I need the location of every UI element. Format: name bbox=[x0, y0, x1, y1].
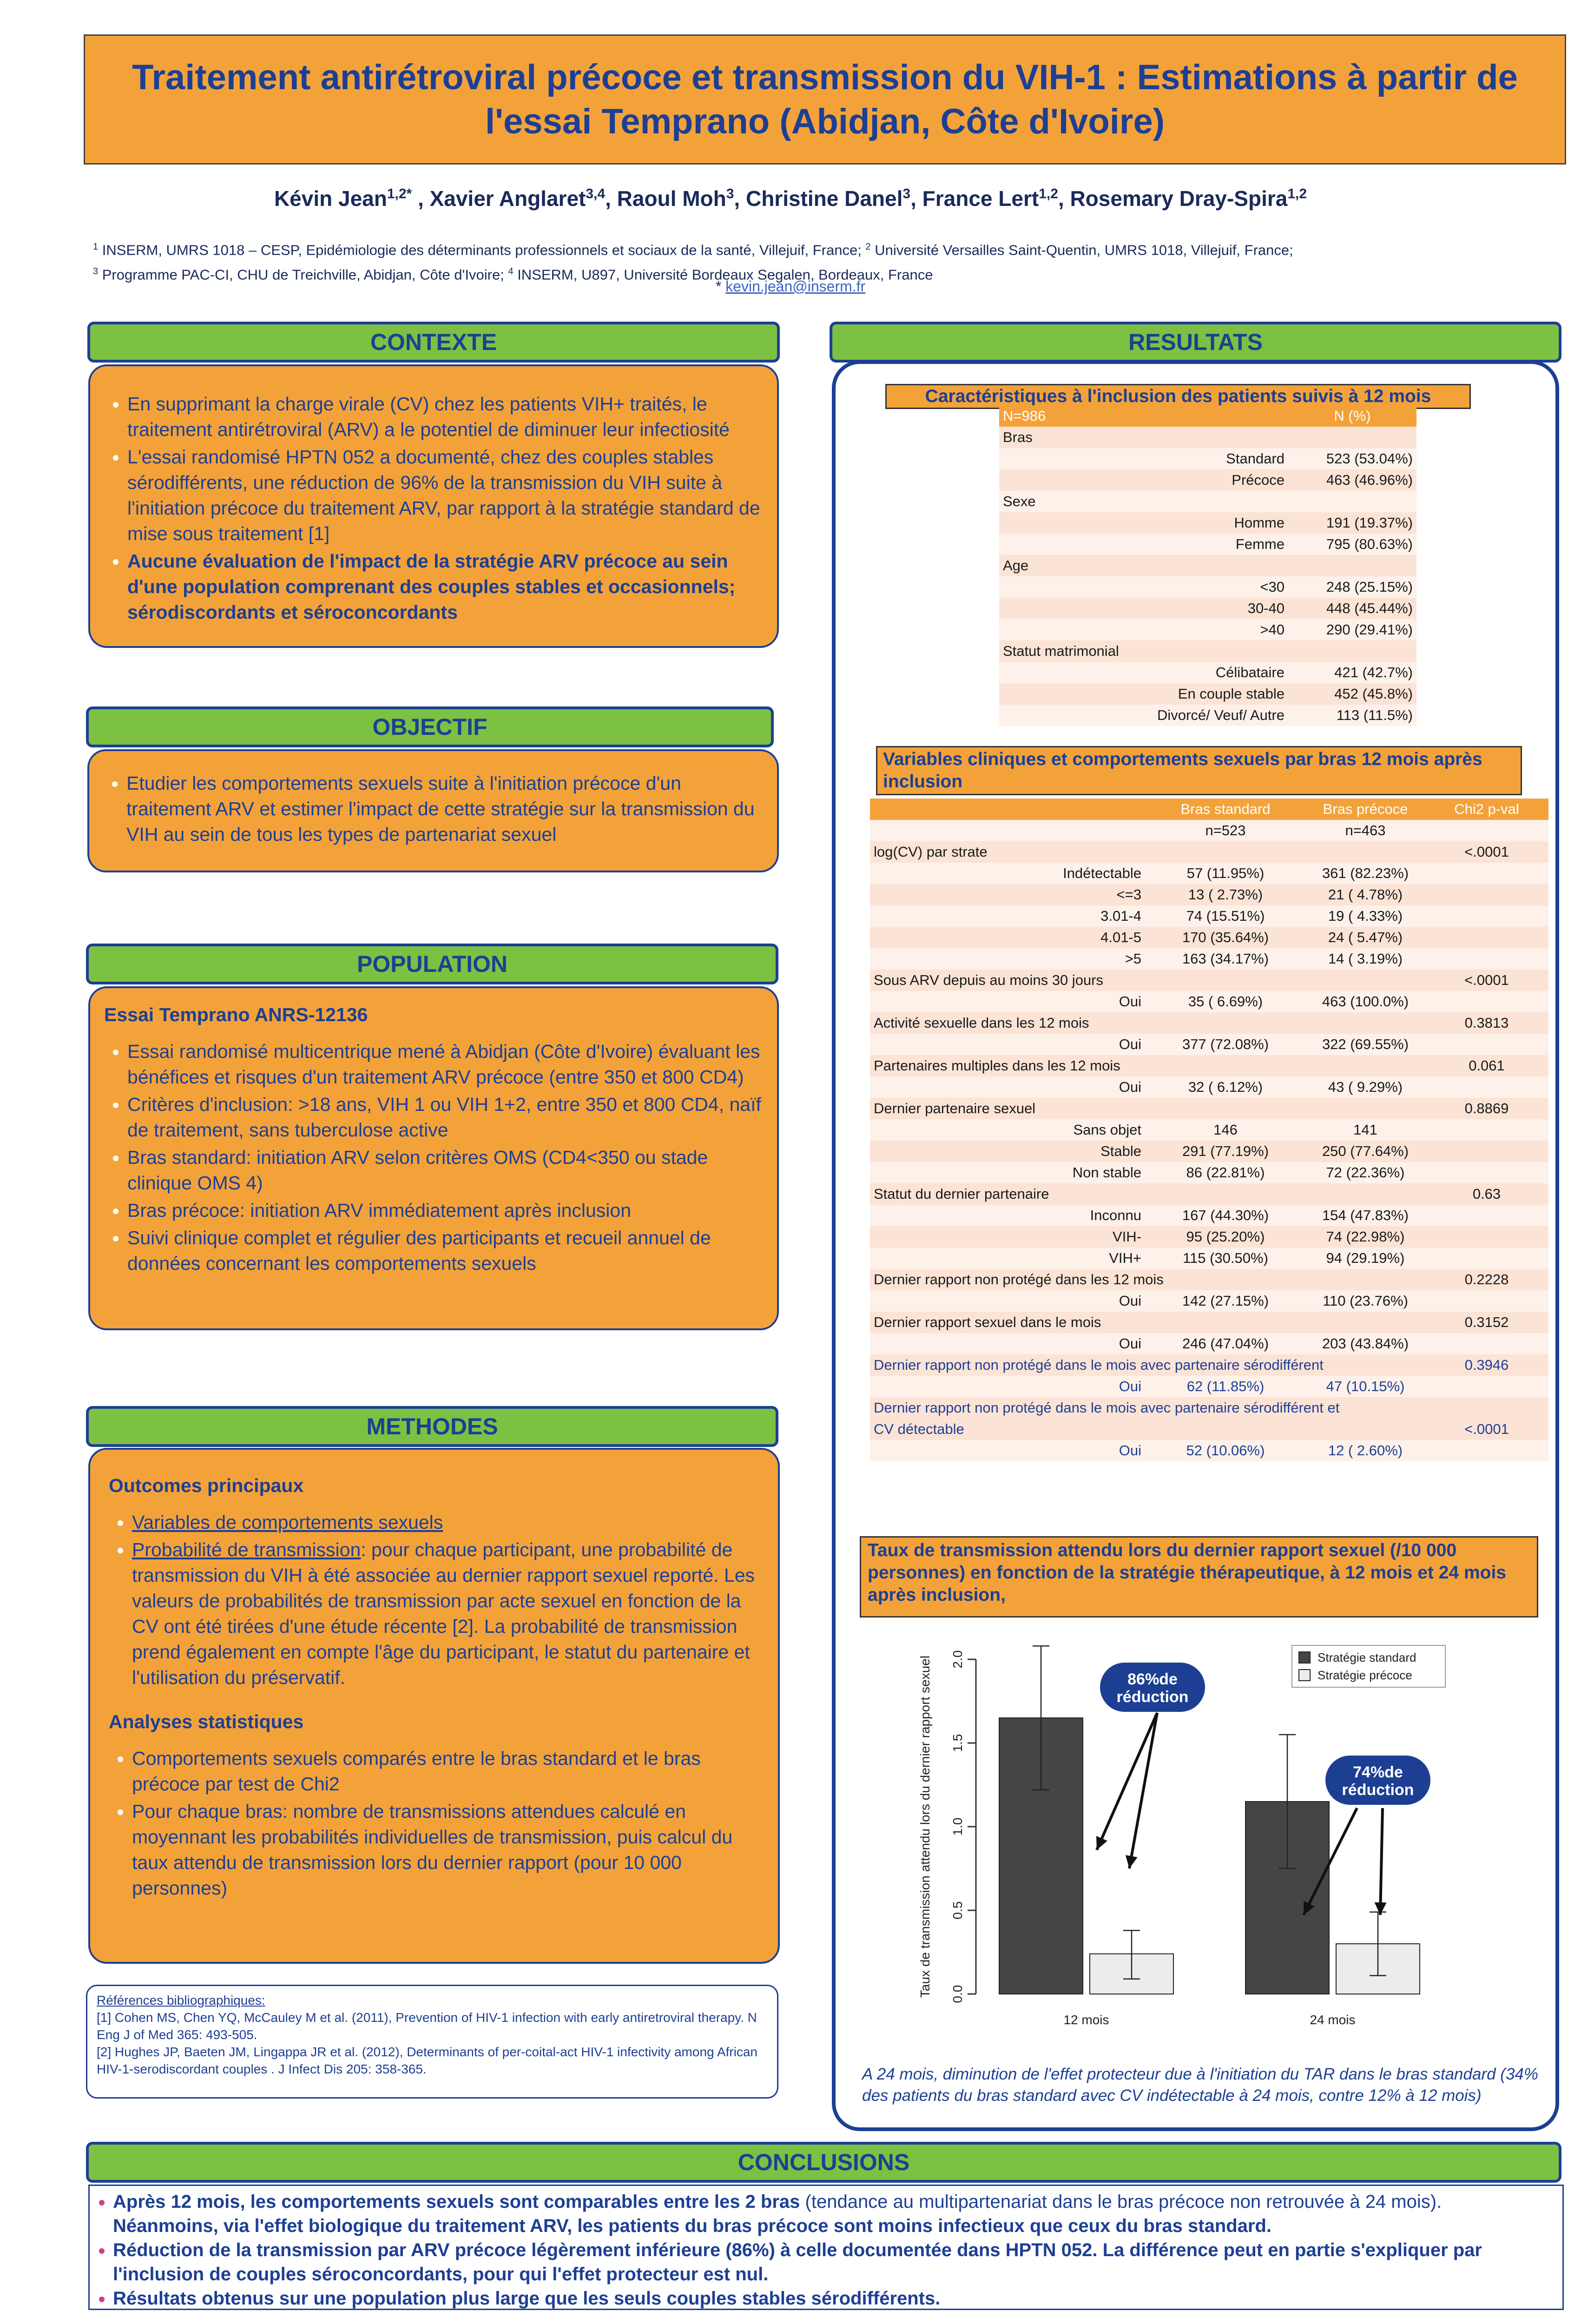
table-row bbox=[999, 640, 1416, 662]
table-cell: 12 ( 2.60%) bbox=[1328, 1442, 1403, 1459]
contact-email-line: * kevin.jean@inserm.fr bbox=[715, 278, 866, 295]
table-cell: 30-40 bbox=[1247, 600, 1285, 616]
reference-item: [1] Cohen MS, Chen YQ, McCauley M et al. (2011), Prevention of HIV-1 infection with early antiretroviral therapy. N Eng J of Med 365: 493-505. bbox=[97, 2010, 757, 2042]
list-item: • Bras précoce: initiation ARV immédiatement après inclusion bbox=[127, 1198, 763, 1223]
table-row bbox=[870, 1248, 1548, 1269]
table-cell: Dernier rapport non protégé dans le mois avec partenaire sérodifférent bbox=[874, 1357, 1324, 1373]
table-row bbox=[870, 991, 1548, 1012]
table-cell: <30 bbox=[1260, 579, 1285, 595]
section-heading-conclusions: CONCLUSIONS bbox=[86, 2142, 1561, 2183]
table-row bbox=[870, 1205, 1548, 1226]
x-tick-label: 12 mois bbox=[1063, 2013, 1109, 2027]
table-row bbox=[870, 1076, 1548, 1098]
table-row bbox=[870, 927, 1548, 948]
annotation-12-text: 86%de bbox=[1127, 1670, 1178, 1688]
table-row bbox=[870, 970, 1548, 991]
author: Christine Danel bbox=[745, 186, 903, 211]
table-cell: 248 (25.15%) bbox=[1326, 579, 1413, 595]
table-row bbox=[870, 1354, 1548, 1376]
contact-email-link[interactable]: kevin.jean@inserm.fr bbox=[725, 278, 866, 295]
table-row bbox=[870, 1141, 1548, 1162]
table-cell: Statut matrimonial bbox=[1003, 643, 1119, 659]
table-cell: Dernier rapport sexuel dans le mois bbox=[874, 1314, 1101, 1330]
affiliations: $^1$ INSERM, UMRS 1018 – CESP, Epidémiologie des déterminants professionnels et sociaux de la santé, Villejuif, France; $^2$ Université Versailles Saint-Quentin, UMRS 1018, Villejuif, France; $^3$ Programme PAC-CI, CHU de Treichville, Abidjan, Côte d'Ivoire; $^4$ INSERM, U897, Université Bordeaux Segalen, Bordeaux, France bbox=[93, 242, 1293, 283]
legend-label: Stratégie précoce bbox=[1318, 1668, 1412, 1682]
table-cell: 421 (42.7%) bbox=[1334, 664, 1413, 680]
table-row bbox=[870, 1419, 1548, 1440]
annotation-arrowhead bbox=[1126, 1855, 1138, 1868]
legend-swatch bbox=[1299, 1652, 1310, 1663]
references-title: Références bibliographiques: bbox=[97, 1993, 265, 2007]
table-cell: 191 (19.37%) bbox=[1326, 515, 1413, 531]
table-cell: Homme bbox=[1234, 515, 1285, 531]
table-row bbox=[870, 1055, 1548, 1076]
y-axis-label: Taux de transmission attendu lors du dernier rapport sexuel bbox=[918, 1655, 932, 1998]
table-row bbox=[999, 512, 1416, 534]
table-cell: Oui bbox=[1119, 1442, 1141, 1459]
table-row bbox=[870, 1162, 1548, 1183]
table-row bbox=[870, 884, 1548, 905]
reference-item: [2] Hughes JP, Baeten JM, Lingappa JR et al. (2012), Determinants of per-coital-act HIV-1 infectivity among African HIV-1-serodiscordant couples . J Infect Dis 205: 358-365. bbox=[97, 2045, 758, 2076]
y-tick-label: 2.0 bbox=[950, 1650, 965, 1669]
table-cell: 154 (47.83%) bbox=[1322, 1207, 1409, 1223]
y-tick-label: 1.0 bbox=[950, 1817, 965, 1836]
table-cell: 0.3946 bbox=[1464, 1357, 1509, 1373]
legend-swatch bbox=[1299, 1670, 1310, 1681]
table-cell: 146 bbox=[1213, 1122, 1238, 1138]
table-cell: 0.061 bbox=[1469, 1057, 1505, 1074]
table-cell: 463 (100.0%) bbox=[1322, 993, 1409, 1010]
table-cell: 463 (46.96%) bbox=[1326, 472, 1413, 488]
table-cell: <.0001 bbox=[1464, 844, 1509, 860]
table-cell: 62 (11.85%) bbox=[1186, 1378, 1265, 1394]
section-heading-objectif: OBJECTIF bbox=[86, 706, 774, 747]
table-row bbox=[999, 705, 1416, 726]
table-row bbox=[999, 491, 1416, 512]
table-cell: 291 (77.19%) bbox=[1182, 1143, 1269, 1159]
table-cell: 3.01-4 bbox=[1100, 908, 1141, 924]
stats-title: Analyses statistiques bbox=[109, 1711, 304, 1732]
table-cell: 142 (27.15%) bbox=[1182, 1293, 1269, 1309]
annotation-24-text: 74%de bbox=[1353, 1763, 1403, 1781]
conclusions-box bbox=[88, 2185, 1564, 2310]
table-cell: Divorcé/ Veuf/ Autre bbox=[1157, 707, 1285, 723]
table-cell: Oui bbox=[1119, 1036, 1141, 1052]
table-cell: 21 ( 4.78%) bbox=[1328, 886, 1403, 903]
table-cell: 74 (22.98%) bbox=[1326, 1228, 1405, 1245]
table-row bbox=[870, 1034, 1548, 1055]
author: Xavier Anglaret bbox=[429, 186, 586, 211]
x-tick-label: 24 mois bbox=[1310, 2013, 1356, 2027]
list-item: • Réduction de la transmission par ARV précoce légèrement inférieure (86%) à celle documentée dans HPTN 052. La différence peut en partie s'expliquer par l'inclusion de couples séroconcordants, pour qui l'effet protecteur est nul. bbox=[113, 2238, 1553, 2286]
table-cell: 113 (11.5%) bbox=[1336, 707, 1413, 723]
table-cell: 170 (35.64%) bbox=[1182, 929, 1269, 945]
table-cell: 163 (34.17%) bbox=[1182, 951, 1269, 967]
list-item: • Variables de comportements sexuels bbox=[132, 1510, 759, 1535]
table-header-cell: Chi2 p-val bbox=[1454, 801, 1519, 817]
table-cell: 452 (45.8%) bbox=[1334, 686, 1413, 702]
table-cell: 0.3152 bbox=[1464, 1314, 1509, 1330]
table-cell: 57 (11.95%) bbox=[1186, 865, 1265, 881]
list-item: • Critères d'inclusion: >18 ans, VIH 1 ou VIH 1+2, entre 350 et 800 CD4, naïf de traitement, sans tuberculose active bbox=[127, 1092, 763, 1143]
transmission-rate-chart bbox=[911, 1627, 1515, 2068]
table-header-cell: Bras précoce bbox=[1323, 801, 1408, 817]
list-item: • L'essai randomisé HPTN 052 a documenté, chez des couples stables sérodifférents, une réduction de 96% de la transmission du VIH suite à l'initiation précoce du traitement ARV, par rapport à la stratégie standard de mise sous traitement [1] bbox=[127, 444, 763, 547]
table-cell: 95 (25.20%) bbox=[1186, 1228, 1265, 1245]
table-row bbox=[870, 1098, 1548, 1119]
legend-label: Stratégie standard bbox=[1318, 1651, 1416, 1664]
table-cell: 0.2228 bbox=[1464, 1271, 1509, 1287]
list-item: • En supprimant la charge virale (CV) chez les patients VIH+ traités, le traitement antirétroviral (ARV) a le potentiel de diminuer leur infectiosité bbox=[127, 391, 763, 442]
author: France Lert bbox=[922, 186, 1039, 211]
table-cell: 72 (22.36%) bbox=[1326, 1164, 1405, 1181]
table-cell: 52 (10.06%) bbox=[1186, 1442, 1265, 1459]
table-cell: Bras bbox=[1003, 429, 1033, 445]
table-cell: Inconnu bbox=[1090, 1207, 1141, 1223]
table2 bbox=[870, 799, 1548, 1461]
table-cell: 94 (29.19%) bbox=[1326, 1250, 1405, 1266]
table-row bbox=[870, 841, 1548, 863]
poster-title-box bbox=[84, 34, 1566, 165]
table-row bbox=[870, 1397, 1548, 1419]
table-row bbox=[870, 1183, 1548, 1205]
table-cell: Non stable bbox=[1072, 1164, 1141, 1181]
table-row bbox=[999, 683, 1416, 705]
table-row bbox=[870, 1269, 1548, 1290]
table-cell: VIH+ bbox=[1109, 1250, 1141, 1266]
table1 bbox=[999, 405, 1416, 726]
table-row bbox=[999, 534, 1416, 555]
table-cell: Activité sexuelle dans les 12 mois bbox=[874, 1015, 1089, 1031]
table-cell: Statut du dernier partenaire bbox=[874, 1186, 1049, 1202]
table-row bbox=[870, 1226, 1548, 1248]
table-cell: <.0001 bbox=[1464, 1421, 1509, 1437]
table-row bbox=[870, 1312, 1548, 1333]
table-cell: Standard bbox=[1226, 450, 1285, 467]
table-cell: Oui bbox=[1119, 993, 1141, 1010]
table-cell: 47 (10.15%) bbox=[1326, 1378, 1405, 1394]
table-cell: 377 (72.08%) bbox=[1182, 1036, 1269, 1052]
table-row bbox=[999, 448, 1416, 469]
table-cell: 14 ( 3.19%) bbox=[1328, 951, 1403, 967]
author: Rosemary Dray-Spira bbox=[1070, 186, 1288, 211]
population-subtitle: Essai Temprano ANRS-12136 bbox=[104, 1004, 368, 1025]
table-header-cell: Bras standard bbox=[1180, 801, 1271, 817]
poster-title: Traitement antirétroviral précoce et transmission du VIH-1 : Estimations à partir de l'essai Temprano (Abidjan, Côte d'Ivoire) bbox=[132, 58, 1518, 141]
table-cell: Indétectable bbox=[1063, 865, 1141, 881]
y-tick-label: 1.5 bbox=[950, 1734, 965, 1752]
table2-title: Variables cliniques et comportements sexuels par bras 12 mois après inclusion bbox=[876, 746, 1522, 795]
references-box bbox=[86, 1985, 778, 2099]
table-cell: log(CV) par strate bbox=[874, 844, 988, 860]
table-cell: 0.63 bbox=[1472, 1186, 1501, 1202]
table-cell: Partenaires multiples dans les 12 mois bbox=[874, 1057, 1120, 1074]
table-cell: 322 (69.55%) bbox=[1322, 1036, 1409, 1052]
list-item: • Etudier les comportements sexuels suite à l'initiation précoce d'un traitement ARV et estimer l'impact de cette stratégie sur la transmission du VIH au sein de tous les types de partenariat sexuel bbox=[126, 771, 763, 847]
table-cell: 361 (82.23%) bbox=[1322, 865, 1409, 881]
table-cell: n=523 bbox=[1205, 822, 1246, 838]
table-cell: 32 ( 6.12%) bbox=[1188, 1079, 1263, 1095]
table-row bbox=[999, 576, 1416, 598]
list-item: • Probabilité de transmission: pour chaque participant, une probabilité de transmission du VIH à été associée au dernier rapport sexuel reporté. Les valeurs de probabilités de transmission par acte sexuel en fonction de la CV ont été tirées d'une étude récente [2]. La probabilité de transmission prend également en compte l'âge du participant, le statut du partenaire et l'utilisation du préservatif. bbox=[132, 1537, 759, 1690]
table-cell: 203 (43.84%) bbox=[1322, 1335, 1409, 1352]
objectif-panel bbox=[87, 749, 779, 872]
table-row bbox=[999, 662, 1416, 683]
author: Raoul Moh bbox=[617, 186, 726, 211]
list-item: • Comportements sexuels comparés entre le bras standard et le bras précoce par test de Chi2 bbox=[132, 1746, 759, 1797]
annotation-arrow bbox=[1097, 1713, 1157, 1850]
annotation-12-text: réduction bbox=[1116, 1688, 1189, 1706]
table-row bbox=[999, 598, 1416, 619]
table-cell: 246 (47.04%) bbox=[1182, 1335, 1269, 1352]
population-panel bbox=[88, 986, 779, 1330]
table-header-cell: N (%) bbox=[1334, 408, 1371, 424]
table-cell: 24 ( 5.47%) bbox=[1328, 929, 1403, 945]
table-cell: >40 bbox=[1260, 621, 1285, 638]
author: Kévin Jean bbox=[274, 186, 387, 211]
chart-title: Taux de transmission attendu lors du dernier rapport sexuel (/10 000 personnes) en fonction de la stratégie thérapeutique, à 12 mois et 24 mois après inclusion, bbox=[860, 1536, 1538, 1618]
table-cell: <=3 bbox=[1116, 886, 1141, 903]
table-row bbox=[870, 1333, 1548, 1354]
table-cell: 250 (77.64%) bbox=[1322, 1143, 1409, 1159]
table-cell: Oui bbox=[1119, 1079, 1141, 1095]
table-cell: Femme bbox=[1235, 536, 1285, 552]
table-row bbox=[870, 1440, 1548, 1461]
annotation-arrow bbox=[1129, 1713, 1157, 1868]
table-row bbox=[999, 427, 1416, 448]
table-cell: 448 (45.44%) bbox=[1326, 600, 1413, 616]
table-cell: CV détectable bbox=[874, 1421, 964, 1437]
annotation-24-text: réduction bbox=[1342, 1781, 1414, 1799]
table-row bbox=[870, 863, 1548, 884]
table-row bbox=[999, 619, 1416, 640]
table-cell: Oui bbox=[1119, 1335, 1141, 1352]
table-cell: Stable bbox=[1100, 1143, 1141, 1159]
table-cell: Sous ARV depuis au moins 30 jours bbox=[874, 972, 1104, 988]
table-cell: Sans objet bbox=[1073, 1122, 1141, 1138]
table-cell: 13 ( 2.73%) bbox=[1188, 886, 1263, 903]
table-cell: 4.01-5 bbox=[1100, 929, 1141, 945]
table-cell: 74 (15.51%) bbox=[1186, 908, 1265, 924]
table-cell: 86 (22.81%) bbox=[1186, 1164, 1265, 1181]
y-tick-label: 0.5 bbox=[950, 1901, 965, 1920]
annotation-arrow bbox=[1380, 1808, 1383, 1915]
methodes-panel bbox=[88, 1448, 780, 1964]
list-item: • Pour chaque bras: nombre de transmissions attendues calculé en moyennant les probabilités individuelles de transmission, puis calcul du taux attendu de transmission lors du dernier rapport (pour 10 000 personnes) bbox=[132, 1799, 759, 1901]
table-row bbox=[870, 1012, 1548, 1034]
table-cell: 110 (23.76%) bbox=[1323, 1293, 1408, 1309]
table-row bbox=[870, 1119, 1548, 1141]
table-cell: Oui bbox=[1119, 1293, 1141, 1309]
chart-note: A 24 mois, diminution de l'effet protecteur due à l'initiation du TAR dans le bras standard (34% des patients du bras standard avec CV indétectable à 24 mois, contre 12% à 12 mois) bbox=[862, 2065, 1538, 2105]
author-list: Kévin Jean$^{1,2*}$ , Xavier Anglaret$^{3,4}$, Raoul Moh$^3$, Christine Danel$^3$, France Lert$^{1,2}$, Rosemary Dray-Spira$^{1,2}$ bbox=[274, 186, 1307, 211]
list-item: • Résultats obtenus sur une population plus large que les seuls couples stables sérodifférents. bbox=[113, 2286, 1553, 2311]
table-cell: Dernier rapport non protégé dans le mois avec partenaire sérodifférent et bbox=[874, 1400, 1340, 1416]
table-cell: 19 ( 4.33%) bbox=[1328, 908, 1403, 924]
table-cell: Sexe bbox=[1003, 493, 1036, 509]
table-cell: <.0001 bbox=[1464, 972, 1509, 988]
list-item: • Suivi clinique complet et régulier des participants et recueil annuel de données concernant les comportements sexuels bbox=[127, 1225, 763, 1276]
outcomes-title: Outcomes principaux bbox=[109, 1475, 304, 1496]
table-cell: 523 (53.04%) bbox=[1326, 450, 1413, 467]
list-item: • Après 12 mois, les comportements sexuels sont comparables entre les 2 bras (tendance au multipartenariat dans le bras précoce non retrouvée à 24 mois). Néanmoins, via l'effet biologique du traitement ARV, les patients du bras précoce sont moins infectieux que ceux du bras standard. bbox=[113, 2190, 1553, 2238]
table-cell: Oui bbox=[1119, 1378, 1141, 1394]
table-header-cell bbox=[1132, 405, 1288, 427]
table-header-cell: N=986 bbox=[1003, 408, 1046, 424]
list-item: • Bras standard: initiation ARV selon critères OMS (CD4<350 ou stade clinique OMS 4) bbox=[127, 1145, 763, 1196]
table-row bbox=[999, 469, 1416, 491]
table-cell: 795 (80.63%) bbox=[1326, 536, 1413, 552]
y-tick-label: 0.0 bbox=[950, 1985, 965, 2003]
table-cell: 141 bbox=[1353, 1122, 1377, 1138]
table-cell: Age bbox=[1003, 557, 1029, 574]
table-cell: >5 bbox=[1125, 951, 1141, 967]
table-cell: Dernier rapport non protégé dans les 12 mois bbox=[874, 1271, 1164, 1287]
section-heading-methodes: METHODES bbox=[86, 1406, 778, 1447]
table-row bbox=[870, 1376, 1548, 1397]
table-cell: n=463 bbox=[1345, 822, 1386, 838]
table-row bbox=[870, 905, 1548, 927]
table-cell: 43 ( 9.29%) bbox=[1328, 1079, 1403, 1095]
table-cell: 290 (29.41%) bbox=[1326, 621, 1413, 638]
table-row bbox=[999, 555, 1416, 576]
table-cell: Célibataire bbox=[1215, 664, 1285, 680]
table-cell: Précoce bbox=[1232, 472, 1285, 488]
section-heading-contexte: CONTEXTE bbox=[87, 322, 780, 363]
section-heading-resultats: RESULTATS bbox=[830, 322, 1561, 363]
list-item: • Aucune évaluation de l'impact de la stratégie ARV précoce au sein d'une population comprenant des couples stables et occasionnels; sérodiscordants et séroconcordants bbox=[127, 548, 763, 625]
table1-title: Caractéristiques à l'inclusion des patients suivis à 12 mois bbox=[885, 384, 1471, 409]
table-cell: 0.8869 bbox=[1464, 1100, 1509, 1116]
table-cell: 167 (44.30%) bbox=[1182, 1207, 1269, 1223]
table-row bbox=[870, 1290, 1548, 1312]
contexte-panel bbox=[88, 364, 779, 648]
annotation-arrowhead bbox=[1375, 1902, 1387, 1915]
table-cell: 35 ( 6.69%) bbox=[1188, 993, 1263, 1010]
section-heading-population: POPULATION bbox=[86, 944, 778, 984]
list-item: • Essai randomisé multicentrique mené à Abidjan (Côte d'Ivoire) évaluant les bénéfices et risques d'un traitement ARV précoce (entre 350 et 800 CD4) bbox=[127, 1039, 763, 1090]
table-cell: Dernier partenaire sexuel bbox=[874, 1100, 1036, 1116]
table-cell: 115 (30.50%) bbox=[1183, 1250, 1268, 1266]
table-cell: VIH- bbox=[1113, 1228, 1141, 1245]
table-cell: 0.3813 bbox=[1464, 1015, 1509, 1031]
table-row bbox=[870, 948, 1548, 970]
table-cell: En couple stable bbox=[1178, 686, 1285, 702]
